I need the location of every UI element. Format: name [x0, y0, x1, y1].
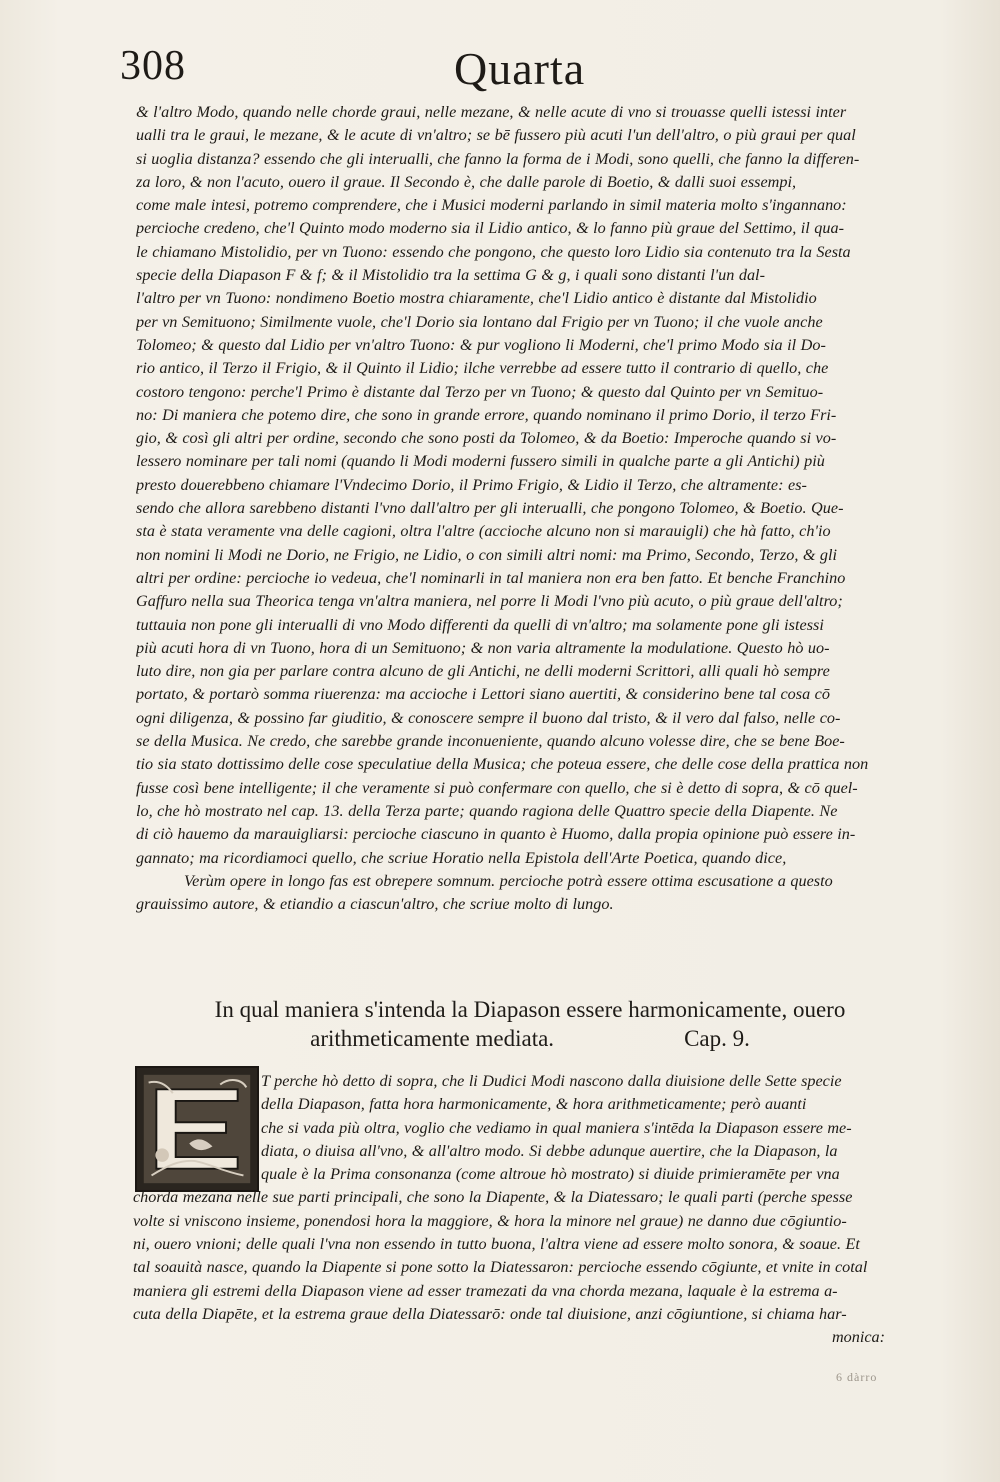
chapter-line-3: che si vada più oltra, voglio che vediamo in qual maniera s'intēda la Diapason essere me-: [261, 1118, 852, 1137]
running-title: Quarta: [454, 43, 586, 94]
chapter-text: [133, 1070, 901, 1350]
body-line-14: no: Di maniera che potemo dire, che sono in grande errore, quando nominano il primo Dorio, il terzo Fri-: [136, 405, 837, 424]
chapter-cap-label: Cap.: [684, 1026, 727, 1051]
final-line: grauissimo autore, & etiandio a ciascun'altro, che scriue molto di lungo.: [136, 895, 614, 914]
chapter-line-7: volte si vniscono insieme, ponendosi hora la maggiore, & hora la minore nel graue) ne danno due cōgiuntio-: [133, 1211, 847, 1230]
chapter-line-12: monica:: [831, 1328, 885, 1347]
body-line-13: costoro tengono: perche'l Primo è distante dal Terzo per vn Tuono; & questo dal Quinto per vn Semituo-: [136, 382, 824, 401]
chapter-title: [170, 995, 890, 1053]
body-line-1: & l'altro Modo, quando nelle chorde graui, nelle mezane, & nelle acute di vno si trouasse quelli istessi inter: [136, 103, 847, 121]
body-line-11: Tolomeo; & questo dal Lidio per vn'altro Tuono: & pur vogliono li Moderni, che'l primo Modo sia il Do-: [136, 335, 826, 354]
body-line-3: si uoglia distanza? essendo che gli interualli, che fanno la forma de i Modi, sono quelli, che fanno la differen-: [136, 149, 860, 168]
chapter-title-line-2: [170, 1024, 890, 1053]
body-line-31: lo, che hò mostrato nel cap. 13. della Terza parte; quando ragiona delle Quattro specie della Diapente. Ne: [136, 801, 838, 820]
chapter-line-11: cuta della Diapēte, et la estrema graue della Diatessarō: onde tal diuisione, anzi cōgiuntione, si chiama har-: [133, 1304, 847, 1323]
body-line-28: se della Musica. Ne credo, che sarebbe grande inconueniente, quando alcuno volesse dire, che se bene Boe-: [136, 732, 845, 751]
body-line-25: luto dire, non gia per parlare contra alcuno de gli Antichi, ne delli moderni Scrittori, alli quali hò sempre: [136, 662, 830, 681]
body-line-8: specie della Diapason F & f; & il Mistolidio tra la settima G & g, i quali sono distanti l'un dal-: [136, 266, 765, 285]
chapter-line-10: maniera gli estremi della Diapason viene ad esser tramezati da vna chorda mezana, laquale è la estrema a-: [133, 1281, 838, 1300]
body-line-7: le chiamano Mistolidio, per vn Tuono: essendo che pongono, che questo loro Lidio sia contenuto tra la Sesta: [136, 242, 851, 261]
body-line-19: sta è stata veramente vna delle cagioni, oltra l'altre (accioche alcuno non si marauigli) che hà fatto, ch'io: [136, 522, 831, 541]
chapter-title-line-2-text: arithmeticamente mediata.: [310, 1026, 555, 1051]
body-line-26: portato, & portarò somma riuerenza: ma accioche i Lettori siano auertiti, & considerino bene tal cosa cō: [136, 685, 830, 704]
body-text: [136, 101, 904, 916]
body-line-22: Gaffuro nella sua Theorica tenga vn'altra maniera, nel porre li Modi l'vno più acuto, o più graue dell'altro;: [136, 592, 843, 611]
chapter-line-2: della Diapason, fatta hora harmonicamente, & hora arithmeticamente; però auanti: [261, 1095, 807, 1114]
chapter-line-9: tal soauità nasce, quando la Diapente si pone sotto la Diatessaron: percioche essendo cōgiunte, et vnite in cotal: [133, 1258, 868, 1277]
body-line-20: non nomini li Modi ne Dorio, ne Frigio, ne Lidio, o con simili altri nomi: ma Primo, Secondo, Terzo, & gli: [136, 545, 838, 564]
chapter-line-4: diata, o diuisa all'vno, & all'altro modo. Si debbe adunque auertire, che la Diapason, la: [261, 1141, 838, 1160]
body-line-10: per vn Semituono; Similmente vuole, che'l Dorio sia lontano dal Frigio per vn Tuono; il che vuole anche: [136, 312, 823, 331]
chapter-line-5: quale è la Prima consonanza (come altroue hò mostrato) si diuide primieramēte per vna: [261, 1165, 840, 1184]
body-line-32: di ciò hauemo da marauigliarsi: percioche ciascuno in quanto è Huomo, dalla propia opinione può essere in-: [136, 825, 856, 844]
body-line-17: presto douerebbeno chiamare l'Vndecimo Dorio, il Primo Frigio, & Lidio il Terzo, che altramente: es-: [136, 475, 807, 494]
body-line-2: ualli tra le graui, le mezane, & le acute di vn'altro; se bē fussero più acuti l'un dell'altro, o più graui per qual: [136, 126, 856, 145]
body-line-12: rio antico, il Terzo il Frigio, & il Quinto il Lidio; ilche verrebbe ad essere tutto il contrario di quello, che: [136, 359, 829, 378]
quote-line: Verùm opere in longo fas est obrepere somnum. percioche potrà essere ottima escusatione a questo: [184, 871, 833, 890]
chapter-cap-number: 9.: [732, 1026, 750, 1051]
body-line-18: sendo che allora sarebbeno distanti l'vno dall'altro per gli interualli, che pongono Tolomeo, & Boetio. Que-: [136, 499, 844, 518]
body-line-21: altri per ordine: percioche io vedeua, che'l nominarli in tal maniera non era ben fatto. Et benche Franchino: [136, 568, 846, 587]
body-line-15: gio, & così gli altri per ordine, secondo che sono posti da Tolomeo, & da Boetio: Imperoche quando si vo-: [136, 429, 837, 448]
page-header: [120, 42, 900, 102]
body-line-29: tio sia stato dottissimo delle cose speculatiue della Musica; che poteua essere, che delle cose della prattica non: [136, 755, 869, 774]
body-line-23: tuttauia non pone gli interualli di vno Modo differenti da quelli di vn'altro; ma solamente pone gli istessi: [136, 615, 824, 634]
body-line-6: percioche credeno, che'l Quinto modo moderno sia il Lidio antico, & lo fanno più graue del Settimo, il qua-: [136, 219, 845, 238]
chapter-line-1: T perche hò detto di sopra, che li Dudici Modi nascono dalla diuisione delle Sette specie: [261, 1072, 842, 1090]
chapter-line-6: chorda mezana nelle sue parti principali, che sono la Diapente, & la Diatessaro; le quali parti (perche spesse: [133, 1188, 853, 1207]
body-line-33: gannato; ma ricordiamoci quello, che scriue Horatio nella Epistola dell'Arte Poetica, quando dice,: [136, 848, 787, 867]
margin-note: 6 dàrro: [836, 1370, 878, 1384]
body-line-9: l'altro per vn Tuono: nondimeno Boetio mostra chiaramente, che'l Lidio antico è distante dal Mistolidio: [136, 289, 817, 308]
chapter-line-8: ni, ouero vnioni; delle quali l'vna non essendo in tutto buona, l'altra viene ad essere molto sonora, & soaue. Et: [133, 1235, 860, 1254]
body-line-5: come male intesi, potremo comprendere, che i Musici moderni parlando in simil materia molto s'ingannano:: [136, 196, 847, 215]
chapter-title-line-1: In qual maniera s'intenda la Diapason essere harmonicamente, ouero: [214, 997, 846, 1022]
body-line-30: fusse così bene intelligente; il che veramente si può confermare con quello, che si è detto di sopra, & cō quel-: [136, 778, 858, 797]
body-line-4: za loro, & non l'acuto, ouero il graue. Il Secondo è, che dalle parole di Boetio, & dalli suoi essempi,: [136, 172, 797, 191]
body-line-27: ogni diligenza, & possino far giuditio, & conoscere sempre il buono dal tristo, & il vero dal falso, nelle co-: [136, 708, 841, 727]
body-line-16: lessero nominare per tali nomi (quando li Modi moderni fussero simili in qualche parte a gli Antichi) più: [136, 452, 825, 471]
body-line-24: più acuti hora di vn Tuono, hora di un Semituono; & non varia altramente la modulatione. Questo hò uo-: [136, 638, 830, 657]
page-number: 308: [120, 43, 186, 89]
